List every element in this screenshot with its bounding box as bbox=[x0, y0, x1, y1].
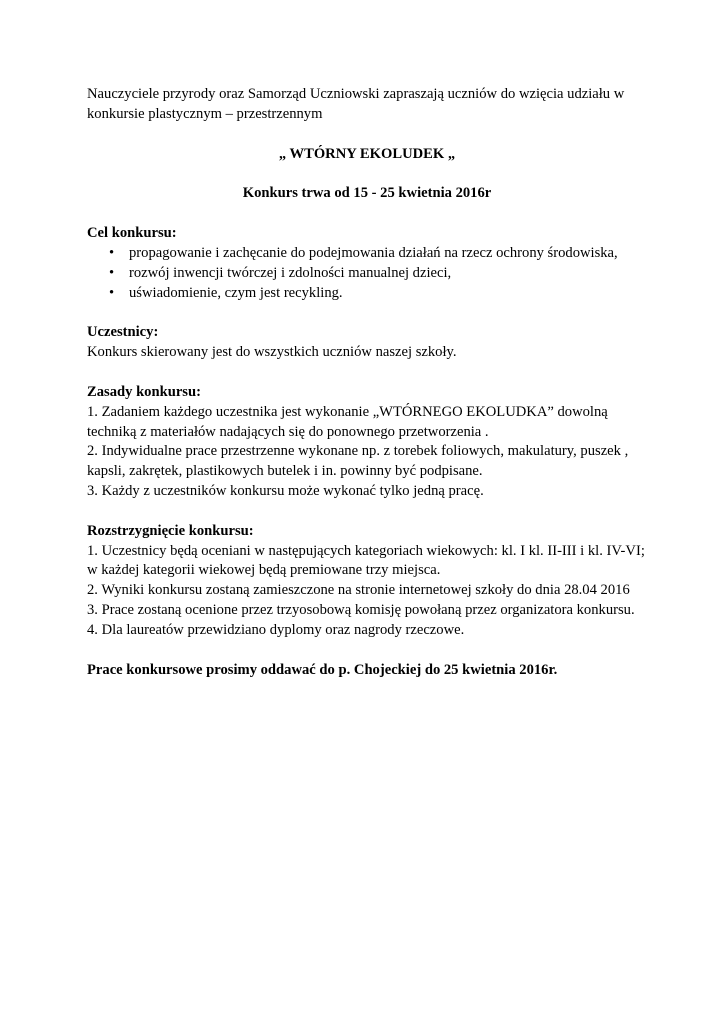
goal-text: uświadomienie, czym jest recykling. bbox=[129, 284, 343, 301]
goals-list bbox=[87, 244, 647, 303]
rule-item: 3. Każdy z uczestników konkursu może wykonać tylko jedną pracę. bbox=[87, 482, 484, 499]
bullet-icon: • bbox=[109, 244, 115, 261]
resolution-item: 1. Uczestnicy będą oceniani w następujących kategoriach wiekowych: kl. I kl. II-III i kl. IV-VI; w każdej kategorii wiekowej będą premiowane trzy miejsca. bbox=[87, 542, 645, 579]
participants-text: Konkurs skierowany jest do wszystkich uczniów naszej szkoły. bbox=[87, 344, 457, 361]
contest-dates: Konkurs trwa od 15 - 25 kwietnia 2016r bbox=[242, 185, 492, 202]
resolution-item: 2. Wyniki konkursu zostaną zamieszczone na stronie internetowej szkoły do dnia 28.04 2016 bbox=[87, 582, 630, 599]
goals-section bbox=[87, 224, 647, 303]
goals-heading: Cel konkursu: bbox=[87, 225, 177, 242]
resolution-item: 3. Prace zostaną ocenione przez trzyosobową komisję powołaną przez organizatora konkursu. bbox=[87, 601, 635, 618]
rules-section bbox=[87, 383, 647, 502]
resolution-heading: Rozstrzygnięcie konkursu: bbox=[87, 522, 254, 539]
bullet-icon: • bbox=[109, 264, 115, 281]
list-item bbox=[87, 264, 647, 284]
final-note: Prace konkursowe prosimy oddawać do p. Chojeckiej do 25 kwietnia 2016r. bbox=[87, 661, 558, 678]
resolution-item: 4. Dla laureatów przewidziano dyplomy oraz nagrody rzeczowe. bbox=[87, 621, 465, 638]
intro-paragraph: Nauczyciele przyrody oraz Samorząd Uczniowski zapraszają uczniów do wzięcia udziału w konkursie plastycznym – przestrzennym bbox=[87, 86, 625, 122]
list-item bbox=[87, 244, 647, 264]
rule-item: 1. Zadaniem każdego uczestnika jest wykonanie „WTÓRNEGO EKOLUDKA” dowolną techniką z materiałów nadających się do ponownego przetworzenia . bbox=[87, 403, 608, 440]
rules-heading: Zasady konkursu: bbox=[87, 383, 201, 400]
bullet-icon: • bbox=[109, 284, 115, 301]
document-body bbox=[87, 85, 647, 680]
list-item bbox=[87, 284, 647, 304]
contest-title: „ WTÓRNY EKOLUDEK „ bbox=[278, 145, 456, 162]
rule-item: 2. Indywidualne prace przestrzenne wykonane np. z torebek foliowych, makulatury, puszek , kapsli, zakrętek, plastikowych butelek i in. powinny być podpisane. bbox=[87, 443, 629, 480]
resolution-section bbox=[87, 522, 647, 641]
goal-text: propagowanie i zachęcanie do podejmowania działań na rzecz ochrony środowiska, bbox=[129, 244, 618, 261]
participants-section bbox=[87, 323, 647, 363]
goal-text: rozwój inwencji twórczej i zdolności manualnej dzieci, bbox=[129, 264, 452, 281]
participants-heading: Uczestnicy: bbox=[87, 324, 159, 341]
